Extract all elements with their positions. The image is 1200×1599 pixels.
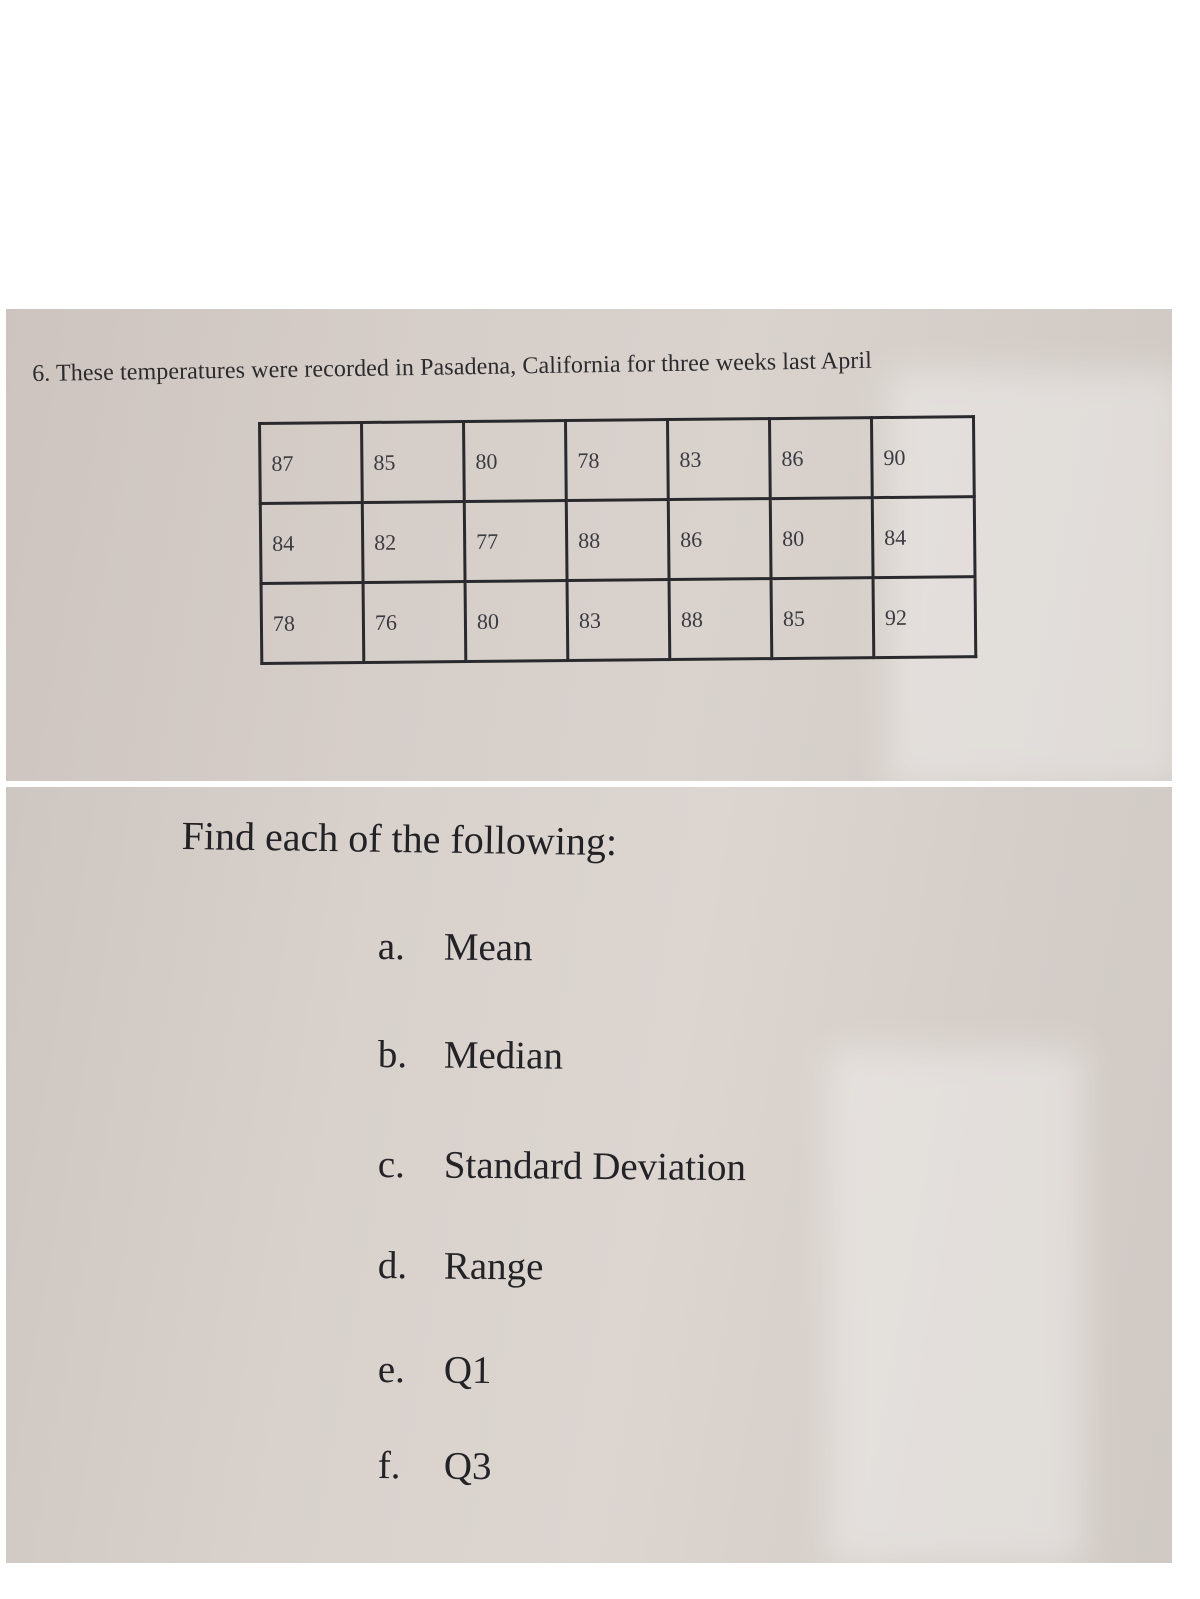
table-cell: 77: [464, 501, 567, 582]
table-cell: 80: [464, 421, 567, 502]
list-item: [378, 1243, 544, 1289]
item-letter: d.: [377, 1244, 408, 1288]
item-label: Range: [443, 1244, 544, 1289]
table-cell: 83: [667, 419, 770, 500]
table-cell: 78: [261, 582, 364, 663]
table-cell: 86: [769, 418, 872, 499]
list-item: [378, 924, 533, 970]
table-row: [260, 497, 975, 584]
table-cell: 78: [566, 420, 669, 501]
table-cell: 76: [363, 582, 466, 663]
table-row: [260, 417, 975, 504]
table-cell: 86: [668, 499, 771, 580]
table-cell: 88: [669, 579, 772, 660]
temperature-table: [258, 415, 977, 665]
glare: [826, 1047, 1086, 1563]
item-letter: a.: [377, 925, 406, 969]
item-letter: c.: [377, 1143, 406, 1187]
instruction-text: Find each of the following:: [181, 812, 618, 865]
table-cell: 84: [872, 497, 975, 578]
item-label: Mean: [443, 925, 533, 970]
table-cell: 87: [260, 423, 363, 504]
table-cell: 85: [362, 422, 465, 503]
item-label: Standard Deviation: [443, 1143, 747, 1190]
table-cell: 80: [770, 498, 873, 579]
table-cell: 92: [873, 577, 976, 658]
table-row: [261, 577, 976, 664]
list-item: [378, 1032, 564, 1079]
item-letter: f.: [377, 1444, 401, 1488]
list-item: [378, 1347, 492, 1393]
item-letter: b.: [377, 1033, 408, 1077]
top-photo: [6, 309, 1172, 781]
table-cell: 80: [465, 581, 568, 662]
table-cell: 84: [260, 503, 363, 584]
table-cell: 82: [362, 502, 465, 583]
table-cell: 85: [771, 578, 874, 659]
item-letter: e.: [377, 1348, 406, 1392]
table-cell: 83: [567, 580, 670, 661]
table-cell: 88: [566, 500, 669, 581]
bottom-photo: [6, 787, 1172, 1563]
list-item: [378, 1142, 747, 1190]
table-cell: 90: [871, 417, 974, 498]
item-label: Median: [443, 1033, 564, 1078]
list-item: [378, 1443, 492, 1489]
item-label: Q3: [443, 1444, 492, 1488]
item-label: Q1: [443, 1348, 492, 1392]
question-text: 6. These temperatures were recorded in Pasadena, California for three weeks last April: [32, 347, 873, 387]
